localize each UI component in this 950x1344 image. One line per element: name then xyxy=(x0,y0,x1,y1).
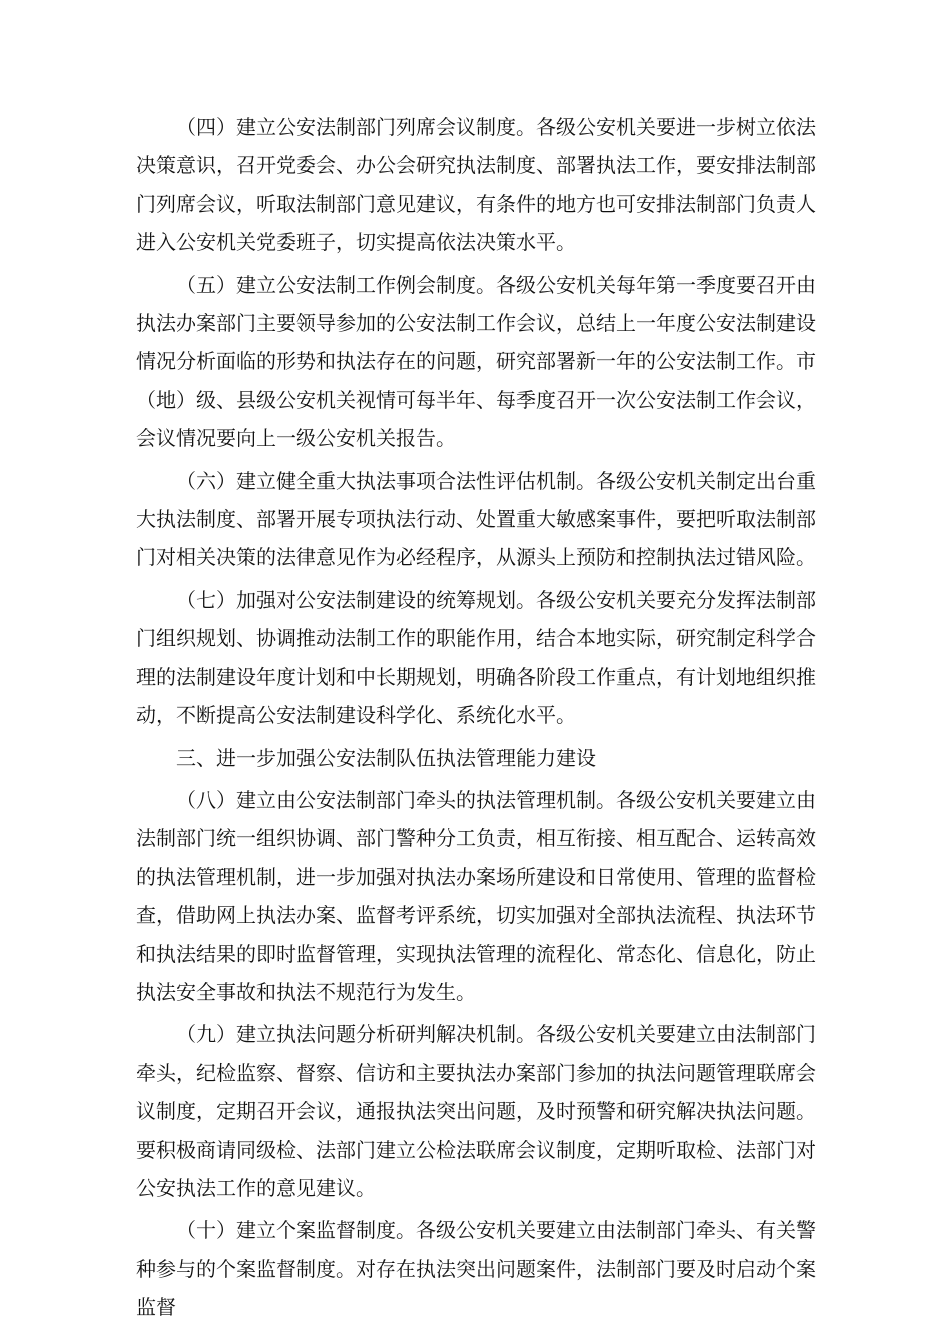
paragraph-10: （十）建立个案监督制度。各级公安机关要建立由法制部门牵头、有关警种参与的个案监督制度。对存在执法突出问题案件，法制部门要及时启动个案监督 xyxy=(136,1218,816,1320)
section-heading-3: 三、进一步加强公安法制队伍执法管理能力建设 xyxy=(176,745,596,770)
paragraph-6: （六）建立健全重大执法事项合法性评估机制。各级公安机关制定出台重大执法制度、部署开展专项执法行动、处置重大敏感案事件，要把听取法制部门对相关决策的法律意见作为必经程序，从源头上预防和控制执法过错风险。 xyxy=(136,468,816,570)
document-body xyxy=(136,108,816,1331)
paragraph-4: （四）建立公安法制部门列席会议制度。各级公安机关要进一步树立依法决策意识，召开党委会、办公会研究执法制度、部署执法工作，要安排法制部门列席会议，听取法制部门意见建议，有条件的地方也可安排法制部门负责人进入公安机关党委班子，切实提高依法决策水平。 xyxy=(136,115,816,255)
paragraph-5: （五）建立公安法制工作例会制度。各级公安机关每年第一季度要召开由执法办案部门主要领导参加的公安法制工作会议，总结上一年度公安法制建设情况分析面临的形势和执法存在的问题，研究部署新一年的公安法制工作。市（地）级、县级公安机关视情可每半年、每季度召开一次公安法制工作会议，会议情况要向上一级公安机关报告。 xyxy=(136,272,816,451)
paragraph-9: （九）建立执法问题分析研判解决机制。各级公安机关要建立由法制部门牵头，纪检监察、督察、信访和主要执法办案部门参加的执法问题管理联席会议制度，定期召开会议，通报执法突出问题，及时预警和研究解决执法问题。要积极商请同级检、法部门建立公检法联席会议制度，定期听取检、法部门对公安执法工作的意见建议。 xyxy=(136,1022,816,1200)
paragraph-7: （七）加强对公安法制建设的统筹规划。各级公安机关要充分发挥法制部门组织规划、协调推动法制工作的职能作用，结合本地实际，研究制定科学合理的法制建设年度计划和中长期规划，明确各阶段工作重点，有计划地组织推动，不断提高公安法制建设科学化、系统化水平。 xyxy=(136,587,816,728)
paragraph-8: （八）建立由公安法制部门牵头的执法管理机制。各级公安机关要建立由法制部门统一组织协调、部门警种分工负责，相互衔接、相互配合、运转高效的执法管理机制，进一步加强对执法办案场所建设和日常使用、管理的监督检查，借助网上执法办案、监督考评系统，切实加强对全部执法流程、执法环节和执法结果的即时监督管理，实现执法管理的流程化、常态化、信息化，防止执法安全事故和执法不规范行为发生。 xyxy=(136,787,816,1004)
